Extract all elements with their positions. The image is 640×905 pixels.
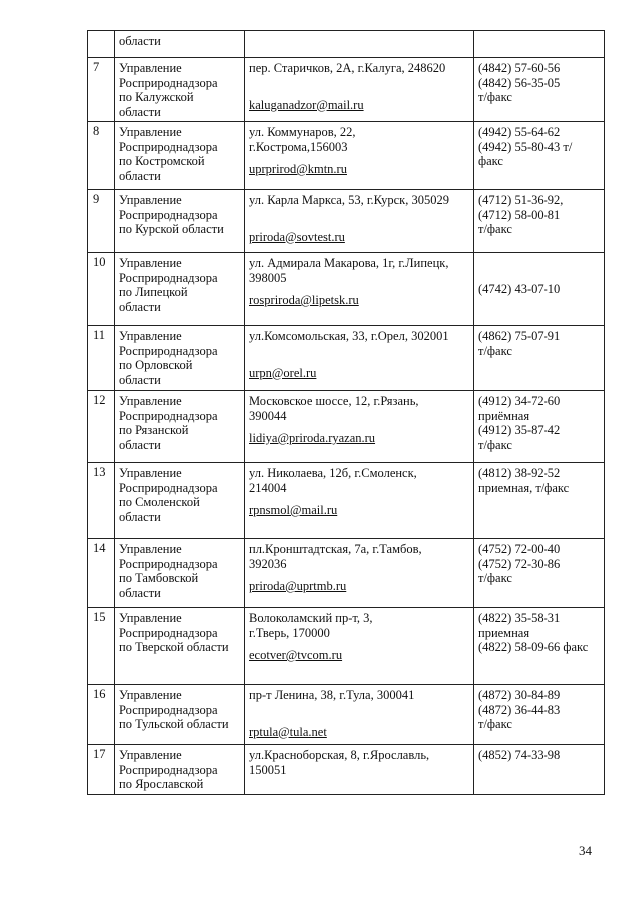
table-row (88, 31, 605, 58)
office-name-line: Росприроднадзора (119, 75, 218, 90)
phone-line: т/факс (478, 437, 512, 452)
office-name-line: Управление (119, 542, 182, 556)
phone-line: (4822) 58-09-66 факс (478, 640, 589, 654)
office-name-line: Управление (119, 611, 182, 625)
office-name-line: Управление (119, 61, 182, 75)
row-number: 11 (88, 326, 115, 391)
address-line: ул. Николаева, 12б, г.Смоленск, (249, 466, 417, 480)
address-line: 398005 (249, 270, 287, 285)
phone-cell (474, 745, 605, 795)
office-name-line: Росприроднадзора (119, 343, 218, 358)
office-name-line: Росприроднадзора (119, 270, 218, 285)
office-name-line: Управление (119, 394, 182, 408)
phone-line: (4942) 55-80-43 т/ (478, 139, 573, 154)
email-link[interactable]: lidiya@priroda.ryazan.ru (249, 431, 376, 445)
office-name (115, 608, 245, 685)
email-link[interactable]: ecotver@tvcom.ru (249, 648, 343, 662)
table-row (88, 391, 605, 463)
phone-line: (4752) 72-30-86 (478, 556, 561, 571)
phone-line: т/факс (478, 222, 512, 236)
spacer (249, 76, 469, 90)
phone-line: факс (478, 154, 503, 168)
address-line: пер. Старичков, 2А, г.Калуга, 248620 (249, 61, 446, 75)
phone-line: (4852) 74-33-98 (478, 748, 561, 762)
phone-cell (474, 608, 605, 685)
phone-line: т/факс (478, 717, 512, 731)
address-cell (245, 122, 474, 190)
office-name-line: Росприроднадзора (119, 408, 218, 423)
office-name-line: по Липецкой (119, 285, 188, 299)
address-line: ул.Красноборская, 8, г.Ярославль, (249, 748, 430, 762)
address-cell (245, 190, 474, 253)
phone-line: т/факс (478, 90, 512, 104)
phone-line: (4872) 36-44-83 (478, 702, 561, 717)
office-name-line: по Курской области (119, 222, 224, 236)
office-name-line: области (119, 104, 161, 119)
email-link[interactable]: rpnsmol@mail.ru (249, 503, 338, 517)
phone-cell (474, 326, 605, 391)
office-name (115, 539, 245, 608)
phone-line: (4712) 58-00-81 (478, 207, 561, 222)
office-name-line: Росприроднадзора (119, 762, 218, 777)
office-name-line: по Рязанской (119, 423, 189, 437)
office-name (115, 745, 245, 795)
office-name (115, 326, 245, 391)
phone-cell (474, 685, 605, 745)
address-line: ул.Комсомольская, 33, г.Орел, 302001 (249, 329, 449, 343)
address-line: Волоколамский пр-т, 3, (249, 611, 373, 625)
email-link[interactable]: rptula@tula.net (249, 724, 327, 739)
address-cell (245, 31, 474, 58)
table-row (88, 253, 605, 326)
office-name-line: Управление (119, 256, 182, 270)
phone-line: приемная (478, 625, 530, 640)
row-number: 12 (88, 391, 115, 463)
office-name-line: по Ярославской (119, 777, 204, 791)
table-row (88, 685, 605, 745)
address-cell (245, 685, 474, 745)
address-line: пр-т Ленина, 38, г.Тула, 300041 (249, 688, 415, 702)
phone-line: (4842) 56-35-05 (478, 75, 561, 90)
row-number: 15 (88, 608, 115, 685)
phone-line: приёмная (478, 408, 530, 423)
office-name-line: по Смоленской (119, 495, 200, 509)
office-name-line: по Калужской (119, 90, 194, 104)
address-line: 390044 (249, 408, 287, 423)
email-link[interactable]: priroda@uprtmb.ru (249, 579, 347, 593)
address-cell (245, 253, 474, 326)
address-line: ул. Адмирала Макарова, 1г, г.Липецк, (249, 256, 449, 270)
office-name-line: Росприроднадзора (119, 207, 218, 222)
email-link[interactable]: kaluganadzor@mail.ru (249, 97, 364, 112)
phone-line: (4872) 30-84-89 (478, 688, 561, 702)
table-row (88, 539, 605, 608)
phone-line: (4742) 43-07-10 (478, 282, 561, 297)
office-name-line: по Тульской области (119, 717, 229, 731)
table-row (88, 122, 605, 190)
phone-line: т/факс (478, 343, 512, 358)
row-number: 10 (88, 253, 115, 326)
spacer (249, 344, 469, 358)
row-number: 17 (88, 745, 115, 795)
office-name-line: Управление (119, 193, 182, 207)
address-cell (245, 326, 474, 391)
office-name-line: области (119, 299, 161, 314)
office-name-line: Росприроднадзора (119, 625, 218, 640)
phone-cell (474, 190, 605, 253)
table-row (88, 463, 605, 539)
office-name-line: области (119, 509, 161, 524)
email-link[interactable]: priroda@sovtest.ru (249, 229, 345, 244)
phone-line: т/факс (478, 571, 512, 585)
office-name-line: области (119, 437, 161, 452)
phone-line: (4842) 57-60-56 (478, 61, 561, 75)
address-line: 150051 (249, 762, 287, 777)
row-number: 9 (88, 190, 115, 253)
email-link[interactable]: uprprirod@kmtn.ru (249, 162, 347, 176)
office-name-line: Управление (119, 688, 182, 702)
office-name (115, 685, 245, 745)
office-name-line: области (119, 372, 161, 387)
office-name-line: Управление (119, 466, 182, 480)
office-name-line: Росприроднадзора (119, 702, 218, 717)
row-number (88, 31, 115, 58)
office-name (115, 190, 245, 253)
phone-line: (4822) 35-58-31 (478, 611, 561, 625)
office-name-line: области (119, 168, 161, 183)
phone-cell (474, 253, 605, 326)
phone-line: (4752) 72-00-40 (478, 542, 561, 556)
phone-line: (4942) 55-64-62 (478, 125, 561, 139)
office-name-line: Росприроднадзора (119, 556, 218, 571)
phone-line: приемная, т/факс (478, 480, 570, 495)
office-name-line: по Костромской (119, 154, 205, 168)
phone-cell (474, 539, 605, 608)
spacer (249, 208, 469, 222)
address-line: ул. Коммунаров, 22, (249, 125, 356, 139)
office-name-line: Управление (119, 329, 182, 343)
row-number: 16 (88, 685, 115, 745)
office-name-line: по Орловской (119, 358, 193, 372)
office-name-line: Росприроднадзора (119, 480, 218, 495)
table-row (88, 608, 605, 685)
office-name-line: по Тверской области (119, 640, 229, 654)
address-cell (245, 539, 474, 608)
row-number: 14 (88, 539, 115, 608)
row-number: 8 (88, 122, 115, 190)
address-line: 214004 (249, 480, 287, 495)
contacts-table (87, 30, 605, 795)
office-name-line: области (119, 34, 161, 48)
office-name (115, 58, 245, 122)
address-line: г.Кострома,156003 (249, 139, 348, 154)
address-cell (245, 608, 474, 685)
address-line: г.Тверь, 170000 (249, 625, 330, 640)
office-name (115, 463, 245, 539)
office-name-line: Управление (119, 748, 182, 762)
office-name (115, 122, 245, 190)
address-cell (245, 391, 474, 463)
address-line: Московское шоссе, 12, г.Рязань, (249, 394, 419, 408)
phone-line: (4712) 51-36-92, (478, 193, 564, 207)
row-number: 13 (88, 463, 115, 539)
office-name (115, 253, 245, 326)
phone-cell (474, 58, 605, 122)
office-name (115, 31, 245, 58)
address-line: ул. Карла Маркса, 53, г.Курск, 305029 (249, 193, 449, 207)
phone-cell (474, 391, 605, 463)
phone-line: (4862) 75-07-91 (478, 329, 561, 343)
address-cell (245, 745, 474, 795)
email-link[interactable]: rospriroda@lipetsk.ru (249, 293, 359, 307)
table-row (88, 326, 605, 391)
row-number: 7 (88, 58, 115, 122)
page-number: 34 (579, 843, 592, 858)
phone-line: (4812) 38-92-52 (478, 466, 561, 480)
phone-line: (4912) 34-72-60 (478, 394, 561, 408)
office-name-line: Управление (119, 125, 182, 139)
table-row (88, 190, 605, 253)
phone-cell (474, 31, 605, 58)
office-name-line: области (119, 585, 161, 600)
table-row (88, 745, 605, 795)
spacer (249, 703, 469, 717)
email-link[interactable]: urpn@orel.ru (249, 365, 317, 380)
table-row (88, 58, 605, 122)
address-line: 392036 (249, 556, 287, 571)
office-name (115, 391, 245, 463)
phone-line: (4912) 35-87-42 (478, 423, 561, 437)
address-cell (245, 58, 474, 122)
office-name-line: по Тамбовской (119, 571, 199, 585)
phone-cell (474, 463, 605, 539)
address-cell (245, 463, 474, 539)
office-name-line: Росприроднадзора (119, 139, 218, 154)
phone-cell (474, 122, 605, 190)
address-line: пл.Кронштадтская, 7а, г.Тамбов, (249, 542, 422, 556)
